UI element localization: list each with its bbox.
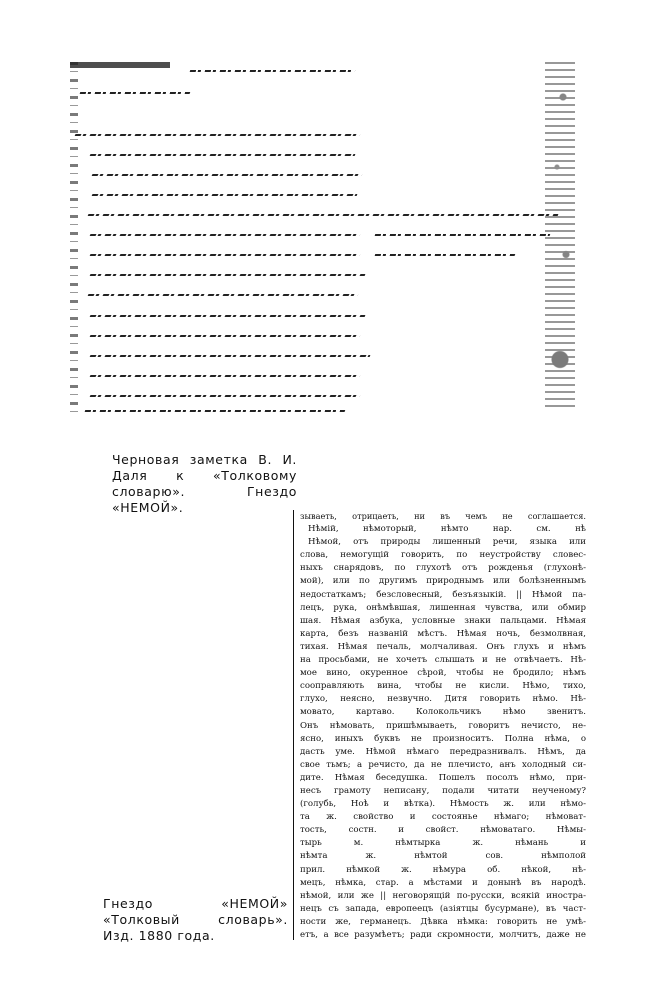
handwriting-line xyxy=(375,234,551,236)
caption-dictionary: Гнездо «НЕМОЙ» «Толковый словарь». Изд. 1880 года. xyxy=(103,896,288,943)
handwriting-line xyxy=(90,335,361,337)
handwriting-line xyxy=(375,254,516,256)
handwriting-line xyxy=(90,274,366,276)
dictionary-line: свое тьмъ; а речисто, да не плечисто, анъ холодный си- xyxy=(300,759,586,770)
dictionary-line: тырь м. нѣмтырка ж. нѣмань и xyxy=(300,838,586,849)
handwriting-line xyxy=(85,410,346,412)
handwriting-line xyxy=(90,375,361,377)
handwriting-line xyxy=(90,234,361,236)
handwriting-line xyxy=(88,214,559,216)
dictionary-line: лецъ, рука, онѣмѣвшая, лишенная чувства, или обмир xyxy=(300,602,586,613)
dictionary-line: нецъ съ запада, европеецъ (азіятцы бусурмане), въ част- xyxy=(300,903,586,914)
dictionary-line: ясно, иныхъ буквъ не произноситъ. Полна нѣма, о xyxy=(300,733,586,744)
handwriting-line xyxy=(92,174,363,176)
dictionary-line: та ж. свойство и состоянье нѣмаго; нѣмоват- xyxy=(300,812,586,823)
dictionary-line: дасть уме. Нѣмой нѣмаго передразнивалъ. Нѣмъ, да xyxy=(300,746,586,757)
handwriting-line xyxy=(190,70,356,72)
dictionary-line: на просьбами, не хочетъ слышать и не отвѣчаетъ. Нѣ- xyxy=(300,655,586,666)
dictionary-line: тость, состн. и свойст. нѣмоватаго. Нѣмы- xyxy=(300,825,586,836)
handwriting-line xyxy=(90,395,361,397)
dictionary-line: етъ, а все разумѣетъ; ради скромности, молчитъ, даже не xyxy=(300,930,586,940)
handwriting-line xyxy=(92,194,358,196)
dictionary-line: слова, немогущій говорить, по неустройству словес- xyxy=(300,550,586,561)
dictionary-line: Онъ нѣмовать, пришѣмываеть, говоритъ нечисто, не- xyxy=(300,720,586,731)
dictionary-line: мовато, картаво. Колокольчикъ нѣмо звенитъ. xyxy=(300,707,586,718)
dictionary-line: ныхъ снарядовъ, по глухотѣ отъ рожденья (глухонѣ- xyxy=(300,563,586,574)
handwritten-manuscript-image xyxy=(70,62,575,412)
dictionary-line: нѣмта ж. нѣмтой сов. нѣмполой xyxy=(300,851,586,862)
handwriting-line xyxy=(90,254,361,256)
dictionary-line: карта, безъ названій мѣстъ. Нѣмая ночь, безмолвная, xyxy=(300,628,586,639)
dictionary-line: глухо, неясно, незвучно. Дитя говорить нѣмо. Нѣ- xyxy=(300,694,586,705)
dictionary-line: (голубь, Ноѣ и вѣтка). Нѣмость ж. или нѣмо- xyxy=(300,799,586,810)
dictionary-line: дите. Нѣмая беседушка. Пошелъ посолъ нѣмо, при- xyxy=(300,772,586,783)
caption-manuscript: Черновая заметка В. И. Даля к «Толковому словарю». Гнездо «НЕМОЙ». xyxy=(112,452,297,515)
handwriting-line xyxy=(90,355,371,357)
dictionary-line: шая. Нѣмая азбука, условные знаки пальцами. Нѣмая xyxy=(300,615,586,626)
dictionary-line: ности же, германецъ. Дѣвка нѣмка: говорить не умѣ- xyxy=(300,916,586,927)
dictionary-headword-line: Нѣмій, нѣмоторый, нѣмто нар. см. нѣ xyxy=(308,524,586,535)
handwriting-line xyxy=(90,315,366,317)
dictionary-line: нѣмой, или же || неговорящій по-русски, всякій иностра- xyxy=(300,890,586,901)
manuscript-left-edge xyxy=(70,62,78,412)
dictionary-line: мецъ, нѣмка, стар. а мѣстами и донынѣ въ народѣ. xyxy=(300,877,586,888)
manuscript-top-shadow xyxy=(70,62,170,68)
manuscript-right-edge xyxy=(545,62,575,412)
dictionary-line: зываеть, отрицаеть, ни въ чемъ не соглашается. xyxy=(300,511,586,521)
dictionary-line: прил. нѣмкой ж. нѣмура об. нѣкой, нѣ- xyxy=(300,864,586,875)
dictionary-line: недостаткамъ; безсловесный, безъязыкій. || Нѣмой па- xyxy=(300,589,586,600)
dictionary-line: сооправляють вина, чтобы не кисли. Нѣмо, тихо, xyxy=(300,681,586,692)
handwriting-line xyxy=(88,294,359,296)
dictionary-entry-column xyxy=(293,510,586,940)
handwriting-line xyxy=(90,154,356,156)
dictionary-line: несъ грамоту неписану, подали читати неученому? xyxy=(300,785,586,796)
dictionary-line: мой), или по другимъ природнымъ или болѣзненнымъ xyxy=(300,576,586,587)
handwriting-line xyxy=(80,92,191,94)
handwriting-line xyxy=(75,134,361,136)
dictionary-line: мое вино, окуренное сѣрой, чтобы не бродило; нѣмъ xyxy=(300,668,586,679)
dictionary-line: тихая. Нѣмая печаль, молчаливая. Онъ глухъ и нѣмъ xyxy=(300,641,586,652)
dictionary-headword-line: Нѣмой, отъ природы лишенный речи, языка или xyxy=(308,537,586,548)
